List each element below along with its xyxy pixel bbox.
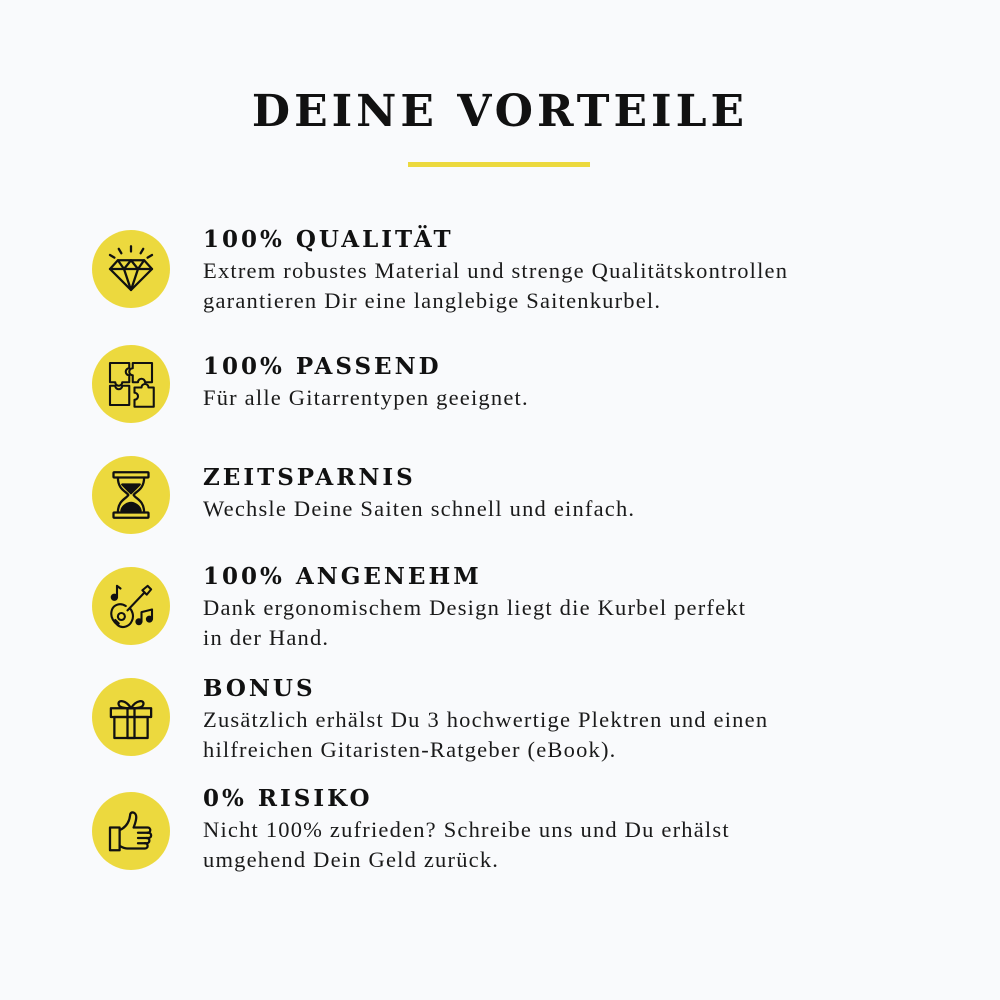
title-underline — [408, 162, 590, 167]
page-title: DEINE VORTEILE — [251, 86, 749, 137]
benefit-description-line: hilfreichen Gitaristen-Ratgeber (eBook). — [203, 737, 617, 762]
benefit-description-line: Dank ergonomischem Design liegt die Kurbel perfekt — [203, 595, 747, 620]
benefit-description — [203, 256, 923, 316]
benefit-description — [203, 815, 923, 875]
benefit-description — [203, 593, 923, 653]
benefit-description-line: Zusätzlich erhälst Du 3 hochwertige Plektren und einen — [203, 707, 769, 732]
puzzle-icon — [92, 345, 170, 423]
benefit-description-line: Wechsle Deine Saiten schnell und einfach. — [203, 496, 636, 521]
benefit-heading: BONUS — [203, 675, 316, 702]
benefit-description-line: Extrem robustes Material und strenge Qualitätskontrollen — [203, 258, 789, 283]
diamond-icon — [92, 230, 170, 308]
benefit-description-line: umgehend Dein Geld zurück. — [203, 847, 500, 872]
benefit-description-line: Nicht 100% zufrieden? Schreibe uns und Du erhälst — [203, 817, 730, 842]
benefit-description — [203, 494, 923, 524]
benefit-heading: 100% PASSEND — [203, 353, 442, 380]
benefit-heading: 100% QUALITÄT — [203, 226, 454, 253]
benefit-description-line: garantieren Dir eine langlebige Saitenkurbel. — [203, 288, 662, 313]
benefit-heading: 100% ANGENEHM — [203, 563, 482, 590]
benefit-heading: 0% RISIKO — [203, 785, 373, 812]
benefit-description-line: in der Hand. — [203, 625, 330, 650]
benefit-description — [203, 705, 923, 765]
gift-icon — [92, 678, 170, 756]
guitar-music-icon — [92, 567, 170, 645]
benefit-heading: ZEITSPARNIS — [203, 464, 416, 491]
thumbs-up-icon — [92, 792, 170, 870]
benefit-description-line: Für alle Gitarrentypen geeignet. — [203, 385, 529, 410]
hourglass-icon — [92, 456, 170, 534]
benefit-description — [203, 383, 923, 413]
